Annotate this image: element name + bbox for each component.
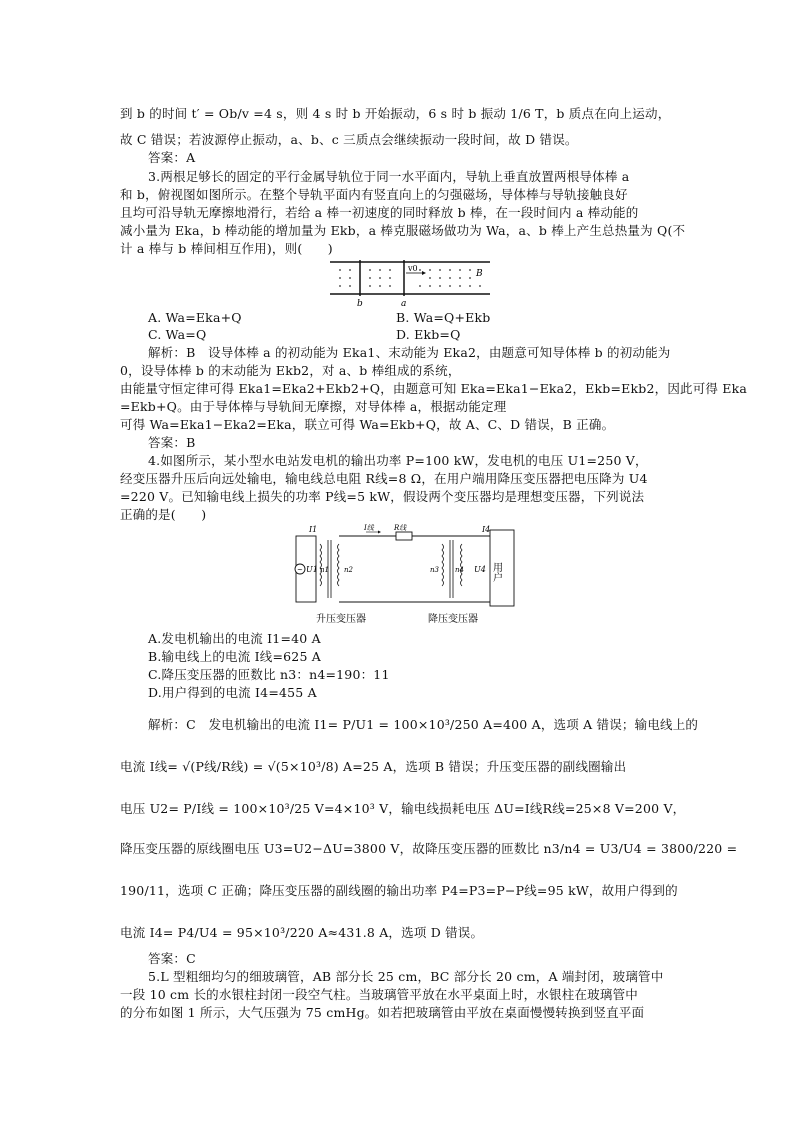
text-line: 计 a 棒与 b 棒间相互作用)，则( ) (120, 241, 333, 256)
rails-figure (326, 258, 492, 310)
I-line-label: I线 (364, 524, 374, 532)
text-line: 降压变压器的原线圈电压 U3=U2−ΔU=3800 V，故降压变压器的匝数比 n3/n4 = U3/U4 = 3800/220 = (120, 841, 738, 856)
U4-label: U4 (474, 565, 486, 574)
text-line: 到 b 的时间 t′ = Ob/v =4 s，则 4 s 时 b 开始振动，6 s 时 b 振动 1/6 T，b 质点在向上运动， (120, 106, 671, 121)
option-a: A.发电机输出的电流 I1=40 A (148, 631, 321, 646)
text-line: 正确的是( ) (120, 507, 207, 522)
answer-line: 答案：A (148, 150, 196, 165)
text-line: 电流 I4= P4/U4 = 95×10³/220 A≈431.8 A，选项 D 错误。 (120, 925, 484, 940)
option-d: D. Ekb=Q (396, 327, 461, 342)
field-label: B (476, 269, 483, 279)
option-b: B.输电线上的电流 I线=625 A (148, 649, 322, 664)
answer-line: 答案：B (148, 435, 196, 450)
option-d: D.用户得到的电流 I4=455 A (148, 685, 317, 700)
option-b: B. Wa=Q+Ekb (396, 310, 491, 325)
svg-text:~: ~ (297, 566, 303, 574)
n4-label: n4 (455, 566, 464, 574)
text-line: 和 b，俯视图如图所示。在整个导轨平面内有竖直向上的匀强磁场，导体棒与导轨接触良好 (120, 187, 628, 202)
text-line: 的分布如图 1 所示，大气压强为 75 cmHg。如若把玻璃管由平放在桌面慢慢转换到竖直平面 (120, 1005, 645, 1020)
velocity-label: v0 (408, 264, 418, 273)
n1-label: n1 (320, 566, 329, 574)
text-line: 可得 Wa=Eka1−Eka2=Eka，联立可得 Wa=Ekb+Q，故 A、C、D 错误，B 正确。 (120, 417, 615, 432)
rod-b-label: b (357, 299, 363, 309)
R-line-label: R线 (394, 524, 407, 532)
question-4-line: 4.如图所示，某小型水电站发电机的输出功率 P=100 kW，发电机的电压 U1=250 V， (148, 453, 648, 468)
text-line: 电压 U2= P/I线 = 100×10³/25 V=4×10³ V，输电线损耗电压 ΔU=I线R线=25×8 V=200 V， (120, 801, 686, 816)
option-c: C. Wa=Q (148, 327, 207, 342)
option-c: C.降压变压器的匝数比 n3：n4=190：11 (148, 667, 390, 682)
I4-label: I4 (482, 525, 491, 534)
step-down-caption: 降压变压器 (428, 614, 478, 625)
text-line: 由能量守恒定律可得 Eka1=Eka2+Ekb2+Q，由题意可知 Eka=Eka1−Eka2，Ekb=Ekb2，因此可得 Eka (120, 381, 748, 396)
question-5-line: 5.L 型粗细均匀的细玻璃管，AB 部分长 25 cm，BC 部分长 20 cm，A 端封闭，玻璃管中 (148, 969, 664, 984)
text-line: 190/11，选项 C 正确；降压变压器的副线圈的输出功率 P4=P3=P−P线=95 kW，故用户得到的 (120, 883, 678, 898)
text-line: 一段 10 cm 长的水银柱封闭一段空气柱。当玻璃管平放在水平桌面上时，水银柱在玻璃管中 (120, 987, 638, 1002)
option-a: A. Wa=Eka+Q (148, 310, 242, 325)
rod-a-label: a (401, 299, 407, 309)
n2-label: n2 (344, 566, 353, 574)
text-line: 经变压器升压后向远处输电，输电线总电阻 R线=8 Ω，在用户端用降压变压器把电压降为 U4 (120, 471, 648, 486)
step-up-caption: 升压变压器 (316, 614, 366, 625)
text-line: =Ekb+Q。由于导体棒与导轨间无摩擦，对导体棒 a，根据动能定理 (120, 399, 507, 414)
text-line: =220 V。已知输电线上损失的功率 P线=5 kW，假设两个变压器均是理想变压器，下列说法 (120, 489, 645, 504)
text-line: 且均可沿导轨无摩擦地滑行，若给 a 棒一初速度的同时释放 b 棒，在一段时间内 a 棒动能的 (120, 205, 639, 220)
transmission-circuit-figure (292, 522, 524, 628)
question-3-line: 3.两根足够长的固定的平行金属导轨位于同一水平面内，导轨上垂直放置两根导体棒 a (148, 169, 630, 184)
text-line: 0，设导体棒 b 的末动能为 Ekb2，对 a、b 棒组成的系统， (120, 363, 461, 378)
text-line: 减小量为 Eka，b 棒动能的增加量为 Ekb，a 棒克服磁场做功为 Wa，a、b 棒上产生总热量为 Q(不 (120, 223, 686, 238)
U1-label: U1 (306, 565, 318, 574)
I1-label: I1 (309, 525, 318, 534)
answer-line: 答案：C (148, 951, 196, 966)
text-line: 电流 I线= √(P线/R线) = √(5×10³/8) A=25 A，选项 B 错误；升压变压器的副线圈输出 (120, 759, 627, 774)
solution-line: 解析：C 发电机输出的电流 I1= P/U1 = 100×10³/250 A=400 A，选项 A 错误；输电线上的 (148, 717, 699, 732)
user-label: 用户 (490, 562, 502, 582)
text-line: 故 C 错误；若波源停止振动，a、b、c 三质点会继续振动一段时间，故 D 错误。 (120, 132, 578, 147)
n3-label: n3 (430, 566, 439, 574)
solution-line: 解析：B 设导体棒 a 的初动能为 Eka1、末动能为 Eka2，由题意可知导体棒 b 的初动能为 (148, 345, 671, 360)
